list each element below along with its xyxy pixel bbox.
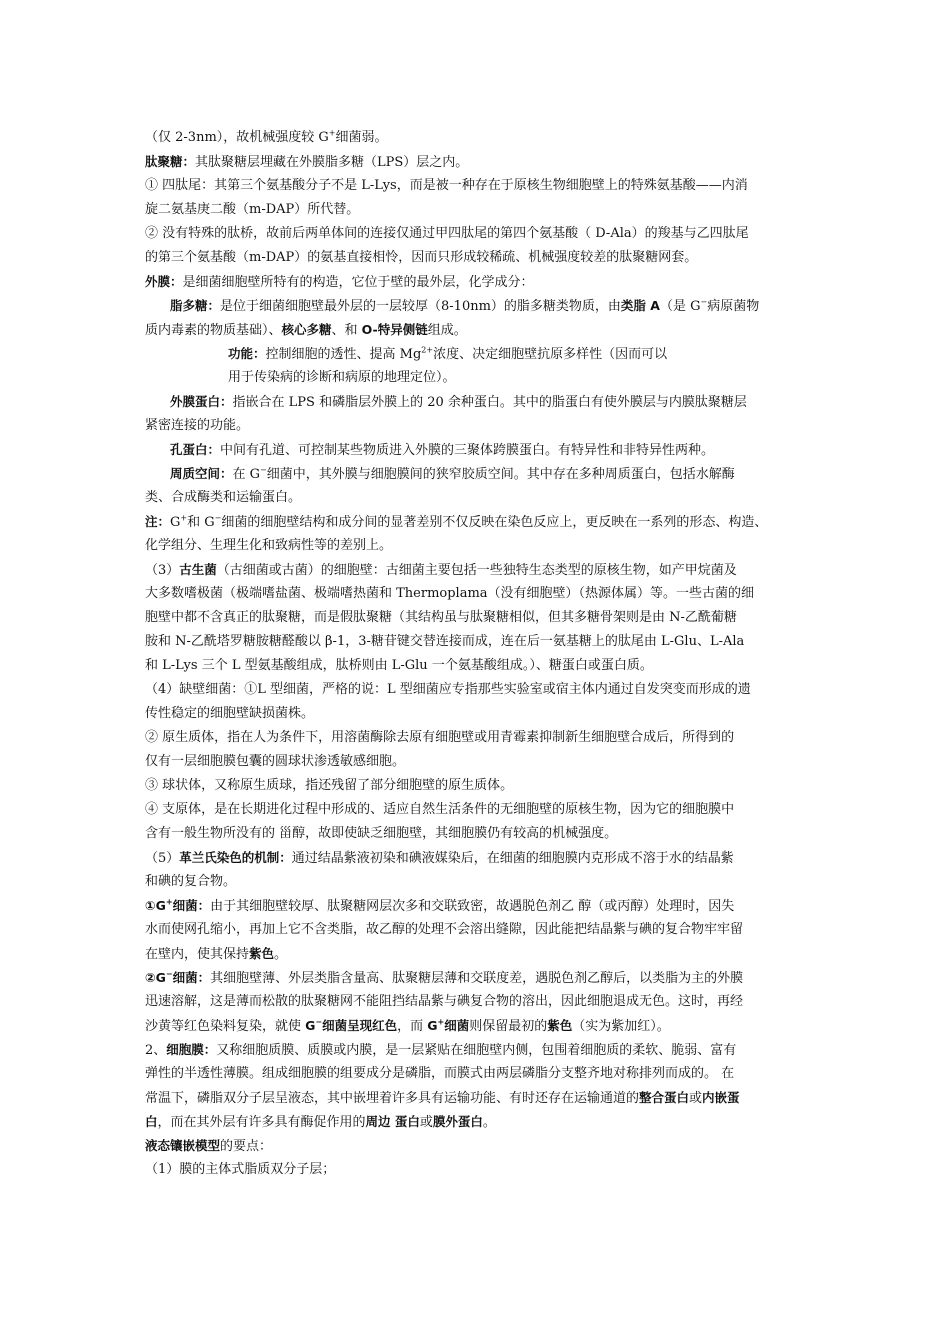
text-run: 细菌的细胞壁结构和成分间的显著差别不仅反映在染色反应上，更反映在一系列的形态、构造、 [221, 515, 768, 530]
text-run: 仅有一层细胞膜包囊的圆球状渗透敏感细胞。 [145, 754, 406, 769]
text-line [145, 657, 817, 675]
text-run: （4）缺壁细菌：①L 型细菌，严格的说：L 型细菌应专指那些实验室或宿主体内通过自发突变而形成的遗 [145, 682, 751, 697]
bold-term: ② [145, 970, 156, 985]
bold-term: 膜外蛋白 [432, 1114, 483, 1129]
text-run: 浓度、决定细胞壁抗原多样性（因而可以 [433, 347, 668, 362]
text-run: 病原菌物 [707, 299, 760, 314]
text-run: 迅速溶解，这是薄而松散的肽聚糖网不能阻挡结晶紫与碘复合物的溶出，因此细胞退成无色。这时，再经 [145, 994, 744, 1009]
bold-term: G [427, 1018, 438, 1033]
text-run: 、和 [331, 323, 362, 338]
bold-term: ① [145, 898, 156, 913]
text-run: （5） [145, 851, 180, 866]
bold-term: G [155, 970, 166, 985]
text-run: ，而 [397, 1019, 428, 1034]
text-line [145, 153, 817, 172]
text-line [145, 945, 817, 964]
bold-term: 细菌 [444, 1018, 470, 1033]
text-run: 沙黄等红色染料复染，就使 [145, 1019, 306, 1034]
text-line [228, 369, 817, 387]
text-run: 类、合成酶类和运输蛋白。 [145, 490, 302, 505]
bold-term: O-特异侧链 [361, 322, 428, 337]
text-run: 其细胞壁薄、外层类脂含量高、肽聚糖层薄和交联度差，遇脱色剂乙醇后，以类脂为主的外膜 [210, 971, 744, 986]
text-line [145, 1041, 817, 1060]
text-line [145, 225, 817, 243]
superscript: − [260, 465, 267, 475]
text-run: 或 [689, 1091, 703, 1106]
bold-term: 细菌： [172, 970, 211, 985]
text-line [145, 1089, 817, 1108]
text-run: 水而使网孔缩小，再加上它不含类脂，故乙醇的处理不会溶出缝隙，因此能把结晶紫与碘的复合物牢牢留 [145, 922, 744, 937]
text-run: 在壁内，使其保持 [145, 947, 250, 962]
text-run: 和 L-Lys 三个 L 型氨基酸组成，肽桥则由 L-Glu 一个氨基酸组成。）、糖蛋白或蛋白质。 [145, 658, 653, 673]
bold-term: 周质空间： [170, 466, 233, 481]
bold-term: G [305, 1018, 316, 1033]
text-run: 指嵌合在 LPS 和磷脂层外膜上的 20 余种蛋白。其中的脂蛋白有使外膜层与内膜肽聚糖层 [232, 395, 747, 410]
text-line [145, 969, 817, 988]
text-run: （1）膜的主体式脂质双分子层； [145, 1162, 336, 1177]
text-run: 化学组分、生理生化和致病性等的差别上。 [145, 538, 393, 553]
text-line [145, 537, 817, 555]
text-run: 是细菌细胞壁所特有的构造，它位于壁的最外层，化学成分： [182, 275, 534, 290]
bold-term: 细菌呈现红色 [322, 1018, 398, 1033]
text-line [145, 513, 817, 532]
text-run: G [170, 515, 181, 530]
text-run: 和碘的复合物。 [145, 874, 237, 889]
text-line [170, 297, 817, 316]
superscript: + [328, 129, 336, 138]
text-run: 用于传染病的诊断和病原的地理定位）。 [228, 370, 456, 385]
text-line [145, 1137, 817, 1156]
text-run: 常温下，磷脂双分子层呈液态，其中嵌埋着许多具有运输功能、有时还存在运输通道的 [145, 1091, 640, 1106]
text-run: 2、 [145, 1043, 167, 1058]
text-run: 。 [482, 1115, 496, 1130]
text-line [145, 129, 817, 147]
text-line [228, 345, 817, 364]
superscript: − [315, 1017, 323, 1027]
text-run: （仅 2-3nm），故机械强度较 G [145, 130, 329, 145]
text-run: 大多数嗜极菌（极端嗜盐菌、极端嗜热菌和 Thermoplama（没有细胞壁）（热源体属）等。一些古菌的细 [145, 586, 755, 601]
text-run: 在 G [232, 467, 261, 482]
superscript: + [165, 897, 173, 907]
text-line [145, 633, 817, 651]
text-run: ② 原生质体，指在人为条件下，用溶菌酶除去原有细胞壁或用青霉素抑制新生细胞壁合成后，所得到的 [145, 730, 735, 745]
bold-term: 古生菌 [179, 562, 217, 577]
bold-term: 孔蛋白： [170, 442, 221, 457]
bold-term: 周边 蛋白 [365, 1114, 420, 1129]
bold-term: 白 [145, 1114, 158, 1129]
bold-term: 细菌： [172, 898, 211, 913]
bold-term: 整合蛋白 [639, 1090, 690, 1105]
text-line [145, 609, 817, 627]
superscript: − [700, 297, 708, 307]
text-line [145, 825, 817, 843]
text-run: 含有一般生物所没有的 甾醇，故即使缺乏细胞壁，其细胞膜仍有较高的机械强度。 [145, 826, 618, 841]
text-line [145, 849, 817, 868]
text-line [145, 1065, 817, 1083]
text-line [145, 993, 817, 1011]
text-line [145, 585, 817, 603]
text-run: （3） [145, 563, 180, 578]
superscript: − [165, 969, 173, 979]
bold-term: 类脂 A [620, 298, 660, 313]
text-line [145, 273, 817, 292]
text-line [145, 753, 817, 771]
text-run: 质内毒素的物质基础）、 [145, 323, 282, 338]
superscript: 2+ [421, 345, 434, 355]
text-run: （是 G [659, 299, 701, 314]
text-line [145, 1113, 817, 1132]
text-line [145, 561, 817, 580]
bold-term: 革兰氏染色的机制： [179, 850, 292, 865]
text-line [145, 489, 817, 507]
text-run: 其肽聚糖层埋藏在外膜脂多糖（LPS）层之内。 [195, 155, 469, 170]
text-run: 胺和 N-乙酰塔罗糖胺糖醛酸以 β-1，3-糖苷键交替连接而成，连在后一氨基糖上的肽尾由 L-Glu、L-Ala [145, 634, 745, 649]
text-run: 由于其细胞壁较厚、肽聚糖网层次多和交联致密，故遇脱色剂乙 醇（或丙醇）处理时，因失 [210, 899, 735, 914]
text-run: （实为紫加红）。 [572, 1019, 670, 1034]
text-run: 的第三个氨基酸（m-DAP）的氨基直接相怜，因而只形成较稀疏、机械强度较差的肽聚糖网套。 [145, 250, 698, 265]
bold-term: 肽聚糖： [145, 154, 196, 169]
superscript: + [180, 513, 188, 523]
text-run: ① 四肽尾：其第三个氨基酸分子不是 L-Lys，而是被一种存在于原核生物细胞壁上的特殊氨基酸——内消 [145, 178, 748, 193]
text-line [145, 705, 817, 723]
text-run: 或 [419, 1115, 433, 1130]
text-run: 控制细胞的透性、提高 Mg [265, 347, 422, 362]
bold-term: 液态镶嵌模型 [145, 1138, 221, 1153]
text-line [145, 801, 817, 819]
text-line [145, 249, 817, 267]
bold-term: 功能： [228, 346, 266, 361]
text-run: 紧密连接的功能。 [145, 418, 250, 433]
text-run: ④ 支原体，是在长期进化过程中形成的、适应自然生活条件的无细胞壁的原核生物，因为它的细胞膜中 [145, 802, 735, 817]
text-run: 的要点： [220, 1139, 273, 1154]
text-run: 细菌中，其外膜与细胞膜间的狭窄胶质空间。其中存在多种周质蛋白，包括水解酶 [266, 467, 735, 482]
text-run: 组成。 [427, 323, 467, 338]
text-run: ② 没有特殊的肽桥，故前后两单体间的连接仅通过甲四肽尾的第四个氨基酸（ D-Ala）的羧基与乙四肽尾 [145, 226, 749, 241]
text-line [170, 465, 817, 484]
text-line [145, 681, 817, 699]
text-run: 通过结晶紫液初染和碘液媒染后，在细菌的细胞膜内克形成不溶于水的结晶紫 [291, 851, 734, 866]
text-line [145, 321, 817, 340]
text-line [145, 1161, 817, 1179]
bold-term: 内嵌蛋 [702, 1090, 740, 1105]
text-run: 中间有孔道、可控制某些物质进入外膜的三聚体跨膜蛋白。有特异性和非特异性两种。 [220, 443, 715, 458]
bold-term: 细胞膜： [166, 1042, 217, 1057]
text-run: ③ 球状体，又称原生质球，指还残留了部分细胞壁的原生质体。 [145, 778, 514, 793]
text-line [145, 1017, 817, 1036]
text-run: 细菌弱。 [335, 130, 388, 145]
bold-term: 紫色 [547, 1018, 573, 1033]
bold-term: 注： [145, 514, 171, 529]
text-run: 弹性的半透性薄膜。组成细胞膜的组要成分是磷脂，而膜式由两层磷脂分支整齐地对称排列而成的。 在 [145, 1066, 735, 1081]
text-line [145, 873, 817, 891]
superscript: − [214, 513, 222, 523]
bold-term: G [155, 898, 166, 913]
bold-term: 紫色 [249, 946, 275, 961]
bold-term: 外膜： [145, 274, 183, 289]
text-run: 。 [274, 947, 288, 962]
text-line [145, 897, 817, 916]
text-line [145, 201, 817, 219]
text-run: 是位于细菌细胞壁最外层的一层较厚（8-10nm）的脂多糖类物质，由 [220, 299, 621, 314]
text-run: ，而在其外层有许多具有酶促作用的 [157, 1115, 366, 1130]
text-line [170, 441, 817, 460]
text-run: 传性稳定的细胞壁缺损菌株。 [145, 706, 315, 721]
bold-term: 核心多糖 [281, 322, 332, 337]
text-line [145, 921, 817, 939]
text-line [145, 417, 817, 435]
text-run: 胞壁中都不含真正的肽聚糖，而是假肽聚糖（其结构虽与肽聚糖相似，但其多糖骨架则是由 N-乙酰葡糖 [145, 610, 737, 625]
text-run: 则保留最初的 [469, 1019, 548, 1034]
text-run: 又称细胞质膜、质膜或内膜，是一层紧贴在细胞壁内侧，包围着细胞质的柔软、脆弱、富有 [216, 1043, 737, 1058]
bold-term: 外膜蛋白： [170, 394, 233, 409]
text-line [145, 177, 817, 195]
superscript: + [437, 1017, 445, 1027]
text-line [145, 729, 817, 747]
bold-term: 脂多糖： [170, 298, 221, 313]
text-run: 旋二氨基庚二酸（m-DAP）所代替。 [145, 202, 360, 217]
text-run: （古细菌或古菌）的细胞壁：古细菌主要包括一些独特生态类型的原核生物，如产甲烷菌及 [216, 563, 737, 578]
text-line [170, 393, 817, 412]
text-run: 和 G [187, 515, 215, 530]
text-line [145, 777, 817, 795]
